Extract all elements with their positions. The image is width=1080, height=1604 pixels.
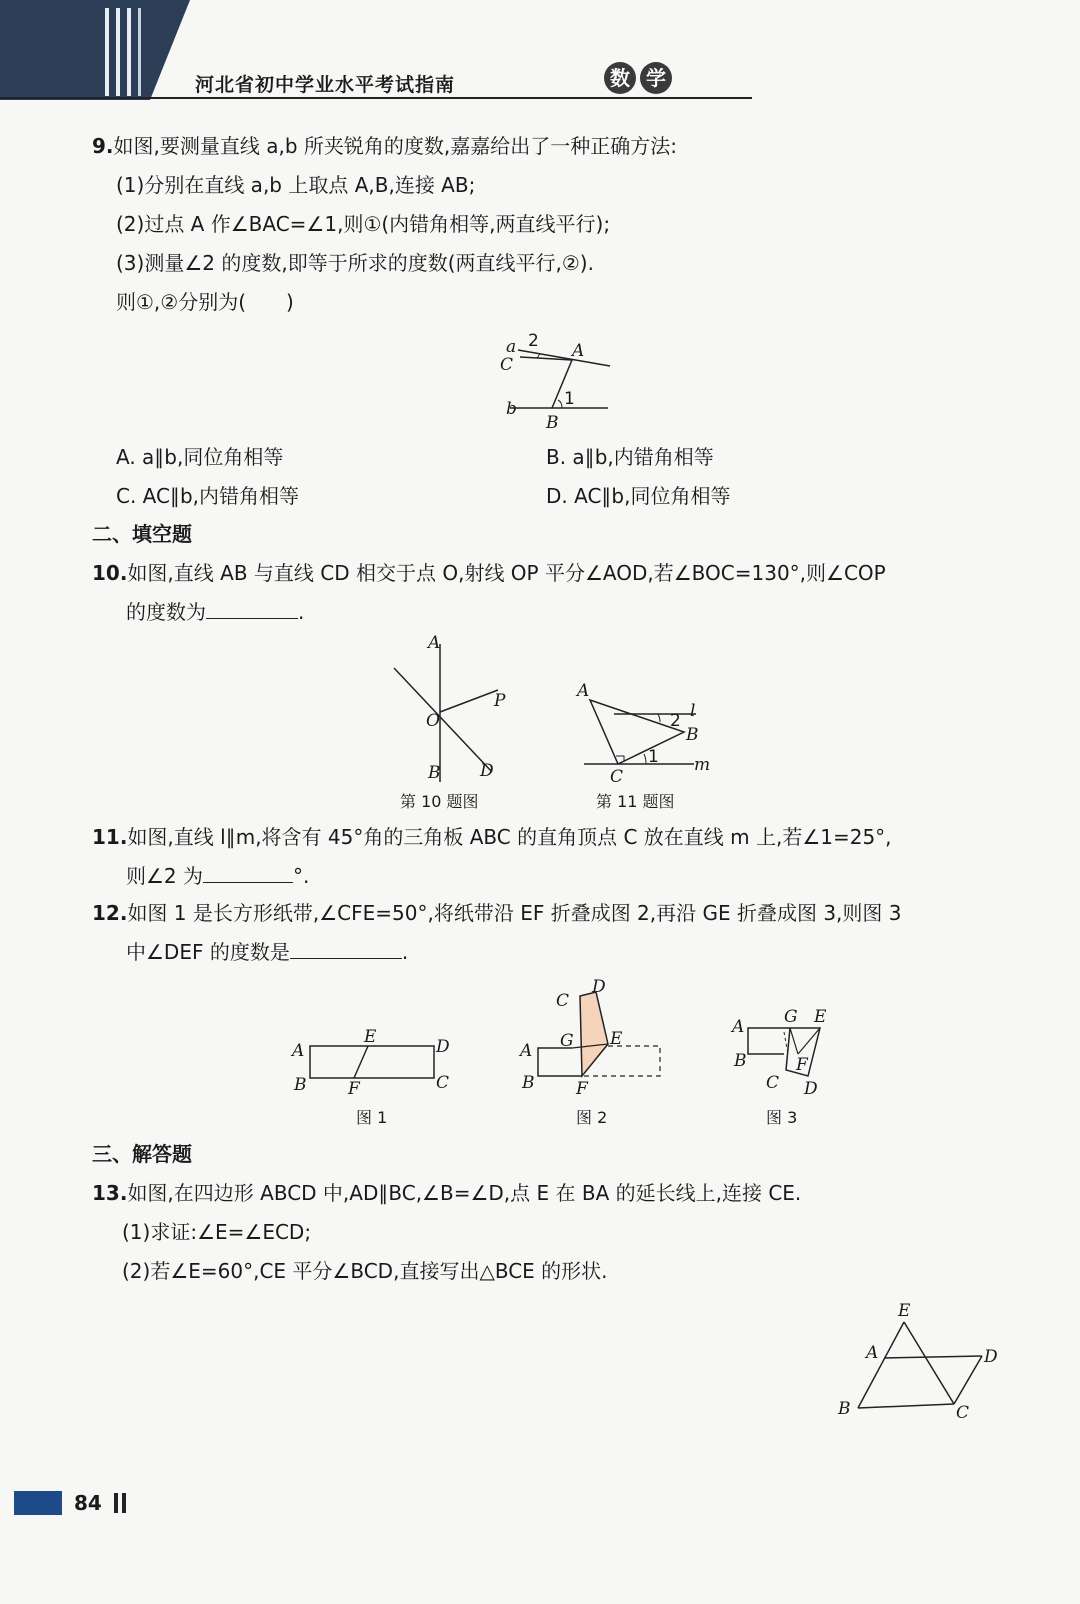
fig-label-E: E <box>814 1007 827 1027</box>
figure-caption: 图 2 <box>576 1108 608 1127</box>
punctuation: °. <box>293 864 310 888</box>
q9-step-1: (1)分别在直线 a,b 上取点 A,B,连接 AB; <box>116 173 476 197</box>
fig-label-2: 2 <box>528 331 539 351</box>
q13-part-2: (2)若∠E=60°,CE 平分∠BCD,直接写出△BCE 的形状. <box>122 1259 608 1283</box>
fig-label-C: C <box>956 1403 970 1423</box>
fig-label-b: b <box>506 399 517 419</box>
section-heading: 三、解答题 <box>92 1142 192 1166</box>
question-text: 的度数为 <box>126 600 206 624</box>
answer-blank <box>206 598 298 619</box>
page-number: 84 <box>74 1491 102 1515</box>
fig-label-A: A <box>520 1041 533 1061</box>
fig-label-C: C <box>556 991 570 1011</box>
q13-part-1: (1)求证:∠E=∠ECD; <box>122 1220 312 1244</box>
q13-stem <box>92 1180 801 1206</box>
fig-label-2: 2 <box>670 711 681 731</box>
q11-figure <box>574 678 724 788</box>
fig-label-B: B <box>734 1051 747 1071</box>
answer-blank <box>203 862 293 883</box>
punctuation: . <box>401 940 409 964</box>
question-text: 如图,直线 l∥m,将含有 45°角的三角板 ABC 的直角顶点 C 放在直线 m 上,若∠1=25°, <box>127 825 892 849</box>
fig-label-G: G <box>784 1007 798 1027</box>
fig-label-1: 1 <box>564 389 575 409</box>
question-number: 9. <box>92 134 114 158</box>
fig-label-B: B <box>428 763 441 783</box>
figure-caption: 图 1 <box>356 1108 388 1127</box>
fig-label-F: F <box>576 1079 588 1099</box>
fig-label-a: a <box>506 337 517 357</box>
fig-label-D: D <box>480 761 494 781</box>
fig-label-D: D <box>984 1347 998 1367</box>
fig-label-B: B <box>838 1399 851 1419</box>
question-text: 如图,在四边形 ABCD 中,AD∥BC,∠B=∠D,点 E 在 BA 的延长线上,连接 CE. <box>127 1181 802 1205</box>
q10-stem <box>92 560 886 586</box>
fig-label-B: B <box>546 413 559 430</box>
subject-badge <box>604 62 672 94</box>
page-ticks <box>112 1491 130 1515</box>
answer-blank <box>290 938 402 959</box>
subject-char: 数 <box>604 62 636 94</box>
section-heading: 二、填空题 <box>92 522 192 546</box>
question-text: 如图 1 是长方形纸带,∠CFE=50°,将纸带沿 EF 折叠成图 2,再沿 GE 折叠成图 3,则图 3 <box>127 901 902 925</box>
figure-caption: 第 10 题图 <box>400 792 479 811</box>
q12-figure-2 <box>516 972 676 1102</box>
q12-figure-3 <box>726 1002 846 1102</box>
fig-label-C: C <box>500 355 514 375</box>
question-number: 11. <box>92 825 128 849</box>
fig-label-O: O <box>426 711 440 731</box>
q9-step-3: (3)测量∠2 的度数,即等于所求的度数(两直线平行,②). <box>116 251 594 275</box>
punctuation: . <box>298 600 305 624</box>
header-stripes <box>0 0 200 100</box>
option-c: C. AC∥b,内错角相等 <box>116 484 300 508</box>
fig-label-B: B <box>294 1075 307 1095</box>
figure-caption: 图 3 <box>766 1108 798 1127</box>
fig-label-F: F <box>796 1055 808 1075</box>
fig-label-E: E <box>898 1301 911 1321</box>
question-number: 12. <box>92 901 128 925</box>
fig-label-B: B <box>522 1073 535 1093</box>
q9-figure <box>496 330 616 430</box>
fig-label-D: D <box>804 1079 818 1099</box>
question-text: 如图,要测量直线 a,b 所夹锐角的度数,嘉嘉给出了一种正确方法: <box>113 134 677 158</box>
fig-label-A: A <box>428 633 441 653</box>
q12-figure-1 <box>288 1024 468 1104</box>
option-a: A. a∥b,同位角相等 <box>116 445 284 469</box>
question-text: 如图,直线 AB 与直线 CD 相交于点 O,射线 OP 平分∠AOD,若∠BOC=130°,则∠COP <box>127 561 886 585</box>
fig-label-P: P <box>494 691 506 711</box>
fig-label-m: m <box>694 755 711 775</box>
fig-label-A: A <box>732 1017 745 1037</box>
fig-label-l: l <box>690 701 696 721</box>
fig-label-1: 1 <box>648 747 659 767</box>
book-title: 河北省初中学业水平考试指南 <box>195 74 456 96</box>
fig-label-C: C <box>766 1073 780 1093</box>
fig-label-G: G <box>560 1031 574 1051</box>
figure-caption: 第 11 题图 <box>596 792 675 811</box>
fig-label-A: A <box>577 681 590 701</box>
q11-stem <box>92 824 892 850</box>
q9-stem <box>92 133 677 159</box>
header-rule <box>0 97 752 99</box>
fig-label-D: D <box>436 1037 450 1057</box>
q10-tail <box>126 598 304 625</box>
fig-label-A: A <box>866 1343 879 1363</box>
option-d: D. AC∥b,同位角相等 <box>546 484 731 508</box>
fig-label-C: C <box>436 1073 450 1093</box>
fig-label-A: A <box>292 1041 305 1061</box>
fig-label-D: D <box>592 977 606 997</box>
fig-label-E: E <box>610 1029 623 1049</box>
fig-label-F: F <box>348 1079 360 1099</box>
q13-figure <box>832 1294 1012 1424</box>
fig-label-E: E <box>364 1027 377 1047</box>
question-number: 13. <box>92 1181 128 1205</box>
question-number: 10. <box>92 561 128 585</box>
fig-label-C: C <box>610 767 624 787</box>
q12-stem <box>92 900 902 926</box>
subject-char: 学 <box>640 62 672 94</box>
q12-tail <box>126 938 408 965</box>
question-text: 中∠DEF 的度数是 <box>126 940 290 964</box>
fig-label-A: A <box>572 341 585 361</box>
q10-figure <box>376 632 516 787</box>
fig-label-B: B <box>686 725 699 745</box>
question-text: 则∠2 为 <box>126 864 204 888</box>
q11-tail <box>126 862 309 889</box>
option-b: B. a∥b,内错角相等 <box>546 445 714 469</box>
q9-ask: 则①,②分别为( ) <box>116 290 294 314</box>
q9-step-2: (2)过点 A 作∠BAC=∠1,则①(内错角相等,两直线平行); <box>116 212 611 236</box>
footer-bar <box>14 1491 62 1515</box>
